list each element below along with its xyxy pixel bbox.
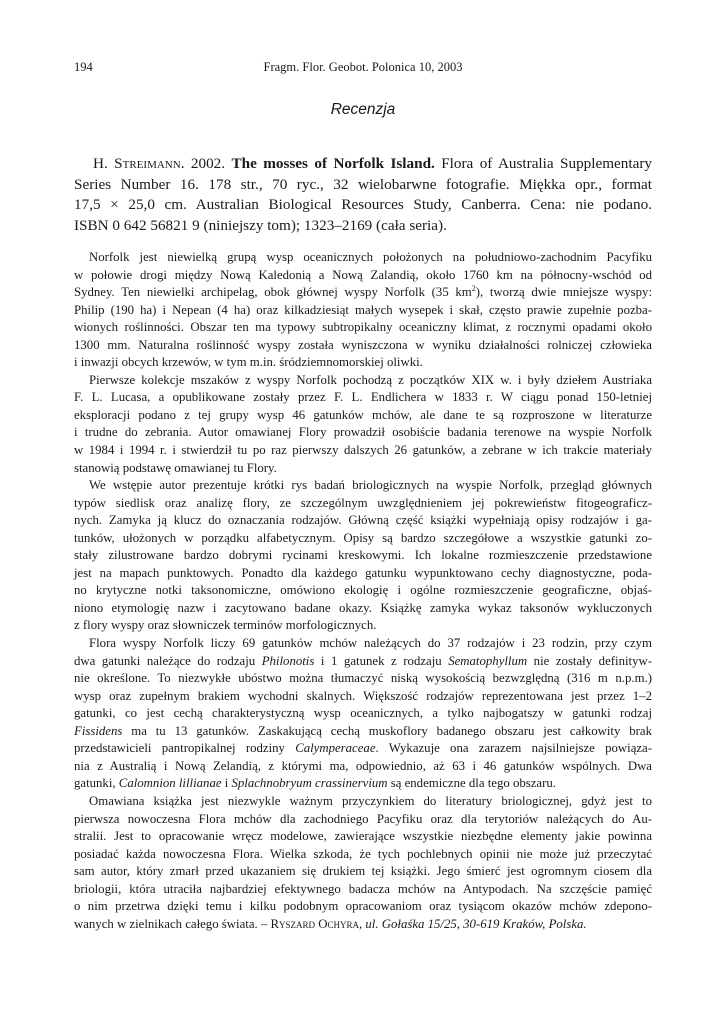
text-run: i bbox=[221, 776, 232, 791]
text-line: o nim przetrwa dzięki temu i kilku podobnym opracowaniom oraz tysiącom okazów mchów zdepono- bbox=[74, 899, 652, 914]
text-line: w połowie drogi między Nową Kaledonią a Nową Zalandią, około 1760 km na północny-wschód od bbox=[74, 267, 652, 282]
text-run: dwa gatunki należące do rodzaju bbox=[74, 653, 262, 668]
text-run: Sydney. Ten niewielki archipelag, obok głównej wyspy Norfolk (35 km bbox=[74, 285, 472, 300]
paragraph-contents bbox=[74, 477, 652, 635]
text-line: i trudne do zebrania. Autor omawianej Flory prowadził osobiście badania terenowe na wyspie Norfolk bbox=[74, 425, 652, 440]
superscript: 2 bbox=[471, 284, 476, 294]
text-line bbox=[74, 284, 652, 302]
text-line: eksploracji podano z tej grupy wysp 46 gatunków mchów, ale dane te są rozproszone w literaturze bbox=[74, 407, 652, 422]
text-run: ma tu 13 gatunków. Zaskakującą cechą muskoflory badanego obszaru jest całkowity brak bbox=[122, 723, 652, 738]
text-line bbox=[74, 653, 652, 671]
text-line: wysp oraz zupełnym brakiem wychodni skalnych. Większość rodzajów reprezentowana jest przez 1–2 bbox=[74, 688, 652, 703]
text-run: gatunki, bbox=[74, 776, 119, 791]
text-line: typów siedlisk oraz analizę flory, ze szczególnym uwzględnieniem jej pokrewieństw fitogeograficz- bbox=[74, 495, 652, 510]
text-line bbox=[74, 723, 652, 741]
reviewer-name: Ryszard Ochyra bbox=[270, 916, 359, 931]
running-head bbox=[74, 60, 652, 80]
text-line: Pierwsze kolekcje mszaków z wyspy Norfolk pochodzą z początków XIX w. i były dziełem Austriaka bbox=[89, 372, 652, 387]
citation-line: Series Number 16. 178 str., 70 ryc., 32 wielobarwne fotografie. Miękka opr., format bbox=[74, 175, 652, 193]
book-citation bbox=[74, 154, 652, 236]
text-line: gatunki, co jest cechą charakterystyczną wysp oceanicznych, a tylko najbogatszy w gatunki rodzaj bbox=[74, 706, 652, 721]
taxon-name: Calomnion lillianae bbox=[118, 776, 222, 791]
journal-reference: Fragm. Flor. Geobot. Polonica 10, 2003 bbox=[263, 60, 463, 74]
citation-line bbox=[74, 154, 652, 175]
taxon-name: Fissidens bbox=[74, 723, 123, 738]
text-run: przedstawicieli pantropikalnej rodziny bbox=[74, 741, 296, 756]
paragraph-evaluation bbox=[74, 793, 652, 933]
text-line: Philip (190 ha) i Nepean (4 ha) oraz kilkadziesiąt małych wysepek i skał, często prawie zupełnie pozba- bbox=[74, 302, 652, 317]
text-run: i 1 gatunek z rodzaju bbox=[314, 653, 449, 668]
text-run: nie zostały definityw- bbox=[527, 653, 652, 668]
taxon-name: Calymperaceae bbox=[295, 741, 376, 756]
taxon-name: Sematophyllum bbox=[448, 653, 528, 668]
text-line: briologii, która utraciła najbardziej efektywnego badacza mchów na Antypodach. Na szczęście pamięć bbox=[74, 881, 652, 896]
text-line: tunków, ułożonych w porządku alfabetycznym. Opisy są bardzo szczegółowe a wszystkie gatunki zo- bbox=[74, 530, 652, 545]
text-run: wanych w zielnikach całego świata. – bbox=[74, 916, 271, 931]
taxon-name: Philonotis bbox=[261, 653, 315, 668]
text-line: nych. Zamyka ją klucz do oznaczania rodzajów. Główną część książki wypełniają opisy rodzajów i ga- bbox=[74, 513, 652, 528]
citation-year: . 2002. bbox=[180, 155, 232, 172]
text-line: stralii. Jest to opracowanie wręcz modelowe, zawierające wszystkie niezbędne elementy jakie powinna bbox=[74, 829, 652, 844]
paragraph-introduction bbox=[74, 249, 652, 372]
text-line: posiadać każda nowoczesna Flora. Wielka szkoda, że tych pochlebnych opinii nie może już przeczytać bbox=[74, 846, 652, 861]
text-line: Omawiana książka jest niezwykle ważnym przyczynkiem do literatury briologicznej, gdyż jest to bbox=[89, 793, 652, 808]
text-line: Norfolk jest niewielką grupą wysp oceanicznych położonych na południowo-zachodnim Pacyfiku bbox=[89, 250, 652, 264]
text-line: stanowią podstawę omawianej tu Flory. bbox=[74, 460, 277, 475]
text-run: są endemiczne dla tego obszaru. bbox=[387, 776, 556, 791]
text-line: z flory wyspy oraz słowniczek terminów morfologicznych. bbox=[74, 618, 377, 633]
text-line: We wstępie autor prezentuje krótki rys badań briologicznych na wyspie Norfolk, przegląd głównych bbox=[89, 478, 652, 493]
text-run: . Wykazuje ona zarazem najsilniejsze powiąza- bbox=[375, 741, 652, 756]
text-line: i inwazji obcych krzewów, w tym m.in. śródziemnomorskiej oliwki. bbox=[74, 355, 423, 370]
text-line: jest na mapach punktowych. Ponadto dla każdego gatunku wypunktowano cechy diagnostyczne, poda- bbox=[74, 565, 652, 580]
text-line bbox=[74, 740, 652, 758]
text-line: nie określone. To niezwykłe ubóstwo można tłumaczyć niską wysokością bezwzględną (316 m n.p.m.) bbox=[74, 671, 652, 686]
text-line: no krytyczne notki taksonomiczne, omówiono ekologię i ogólne rozmieszczenie geograficzne, objaś- bbox=[74, 583, 652, 598]
citation-line: ISBN 0 642 56821 9 (niniejszy tom); 1323–2169 (cała seria). bbox=[74, 216, 447, 234]
citation-author: H. Streimann bbox=[93, 155, 181, 172]
text-line: w 1984 i 1994 r. i stwierdził tu po raz pierwszy dalszych 26 gatunków, a zebrane w ich trakcie materiały bbox=[74, 443, 652, 458]
review-body bbox=[74, 249, 652, 933]
text-line: Flora wyspy Norfolk liczy 69 gatunków mchów należących do 37 rodzajów i 23 rodzin, przy czym bbox=[89, 636, 652, 651]
text-line: sam autor, który zmarł przed ukazaniem się drukiem tej książki. Jego śmierć jest ogromnym ciosem dla bbox=[74, 864, 652, 879]
text-run: ), tworzą dwie mniejsze wyspy: bbox=[475, 285, 653, 300]
text-line: nia z Australią i Nową Zelandią, z którymi ma, odpowiednio, aż 63 i 46 gatunków wspólnych. Dwa bbox=[74, 758, 652, 773]
text-line: stały zilustrowane bardzo dobrymi rycinami kreskowymi. Ich lokalne rozmieszczenie przedstawione bbox=[74, 548, 652, 563]
text-line: wionych roślinności. Obszar ten ma typowy subtropikalny oceaniczny klimat, z rocznymi opadami około bbox=[74, 320, 652, 335]
text-line bbox=[74, 775, 652, 793]
paragraph-history bbox=[74, 372, 652, 477]
reviewer-address: , ul. Gołaśka 15/25, 30-619 Kraków, Polska. bbox=[359, 916, 587, 931]
citation-book-title: The mosses of Norfolk Island. bbox=[231, 155, 435, 172]
text-line bbox=[74, 916, 652, 934]
text-line: niono etymologię nazw i zacytowano badane okazy. Książkę zamyka wykaz taksonów wykluczonych bbox=[74, 600, 652, 615]
taxon-name: Splachnobryum crassinervium bbox=[231, 776, 388, 791]
citation-series: Flora of Australia Supplementary bbox=[434, 155, 652, 172]
citation-line: 17,5 × 25,0 cm. Australian Biological Resources Study, Canberra. Cena: nie podano. bbox=[74, 196, 652, 213]
section-title: Recenzja bbox=[330, 101, 396, 118]
page-number: 194 bbox=[74, 60, 93, 74]
text-line: 1300 mm. Naturalna roślinność wyspy została wyniszczona w wyniku działalności rolniczej człowieka bbox=[74, 337, 652, 352]
text-line: F. L. Lucasa, a opublikowane zostały przez F. L. Endlichera w 1833 r. W ciągu ponad 150-letniej bbox=[74, 390, 652, 405]
paragraph-flora-statistics bbox=[74, 635, 652, 793]
text-line: pierwsza nowoczesna Flora mchów dla zachodniego Pacyfiku oraz dla terytoriów należących do Au- bbox=[74, 811, 652, 826]
